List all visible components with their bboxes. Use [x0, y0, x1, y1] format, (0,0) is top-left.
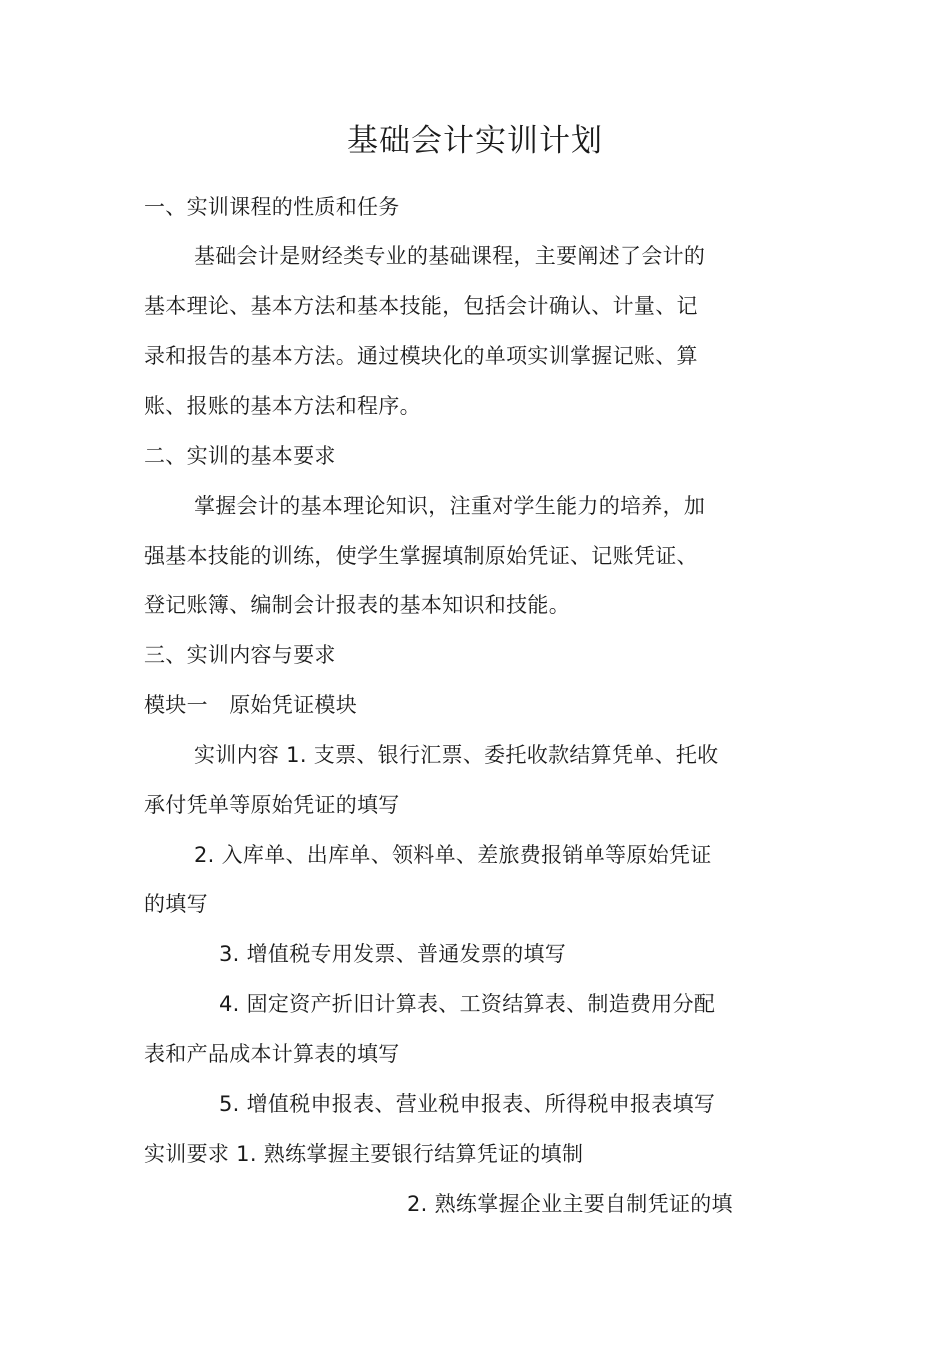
section-heading-2: 二、实训的基本要求 — [144, 444, 336, 468]
requirements-line: 2. 熟练掌握企业主要自制凭证的填 — [407, 1192, 733, 1216]
paragraph-line: 录和报告的基本方法。通过模块化的单项实训掌握记账、算 — [144, 344, 698, 368]
section-heading-3: 三、实训内容与要求 — [144, 643, 336, 667]
paragraph-line: 掌握会计的基本理论知识，注重对学生能力的培养，加 — [194, 494, 706, 518]
list-item-continuation: 表和产品成本计算表的填写 — [144, 1042, 400, 1066]
paragraph-line: 强基本技能的训练，使学生掌握填制原始凭证、记账凭证、 — [144, 544, 698, 568]
document-title: 基础会计实训计划 — [347, 123, 603, 159]
section-heading-1: 一、实训课程的性质和任务 — [144, 195, 400, 219]
paragraph-line: 账、报账的基本方法和程序。 — [144, 394, 421, 418]
list-item: 实训内容 1. 支票、银行汇票、委托收款结算凭单、托收 — [194, 743, 719, 767]
list-item: 3. 增值税专用发票、普通发票的填写 — [219, 942, 567, 966]
list-item: 5. 增值税申报表、营业税申报表、所得税申报表填写 — [219, 1092, 716, 1116]
list-item: 2. 入库单、出库单、领料单、差旅费报销单等原始凭证 — [194, 843, 712, 867]
list-item-continuation: 承付凭单等原始凭证的填写 — [144, 793, 400, 817]
requirements-line: 实训要求 1. 熟练掌握主要银行结算凭证的填制 — [144, 1142, 584, 1166]
module-heading: 模块一 原始凭证模块 — [144, 693, 357, 717]
list-item-continuation: 的填写 — [144, 892, 208, 916]
list-item: 4. 固定资产折旧计算表、工资结算表、制造费用分配 — [219, 992, 716, 1016]
paragraph-line: 登记账簿、编制会计报表的基本知识和技能。 — [144, 593, 570, 617]
paragraph-line: 基本理论、基本方法和基本技能，包括会计确认、计量、记 — [144, 294, 698, 318]
paragraph-line: 基础会计是财经类专业的基础课程，主要阐述了会计的 — [194, 244, 706, 268]
